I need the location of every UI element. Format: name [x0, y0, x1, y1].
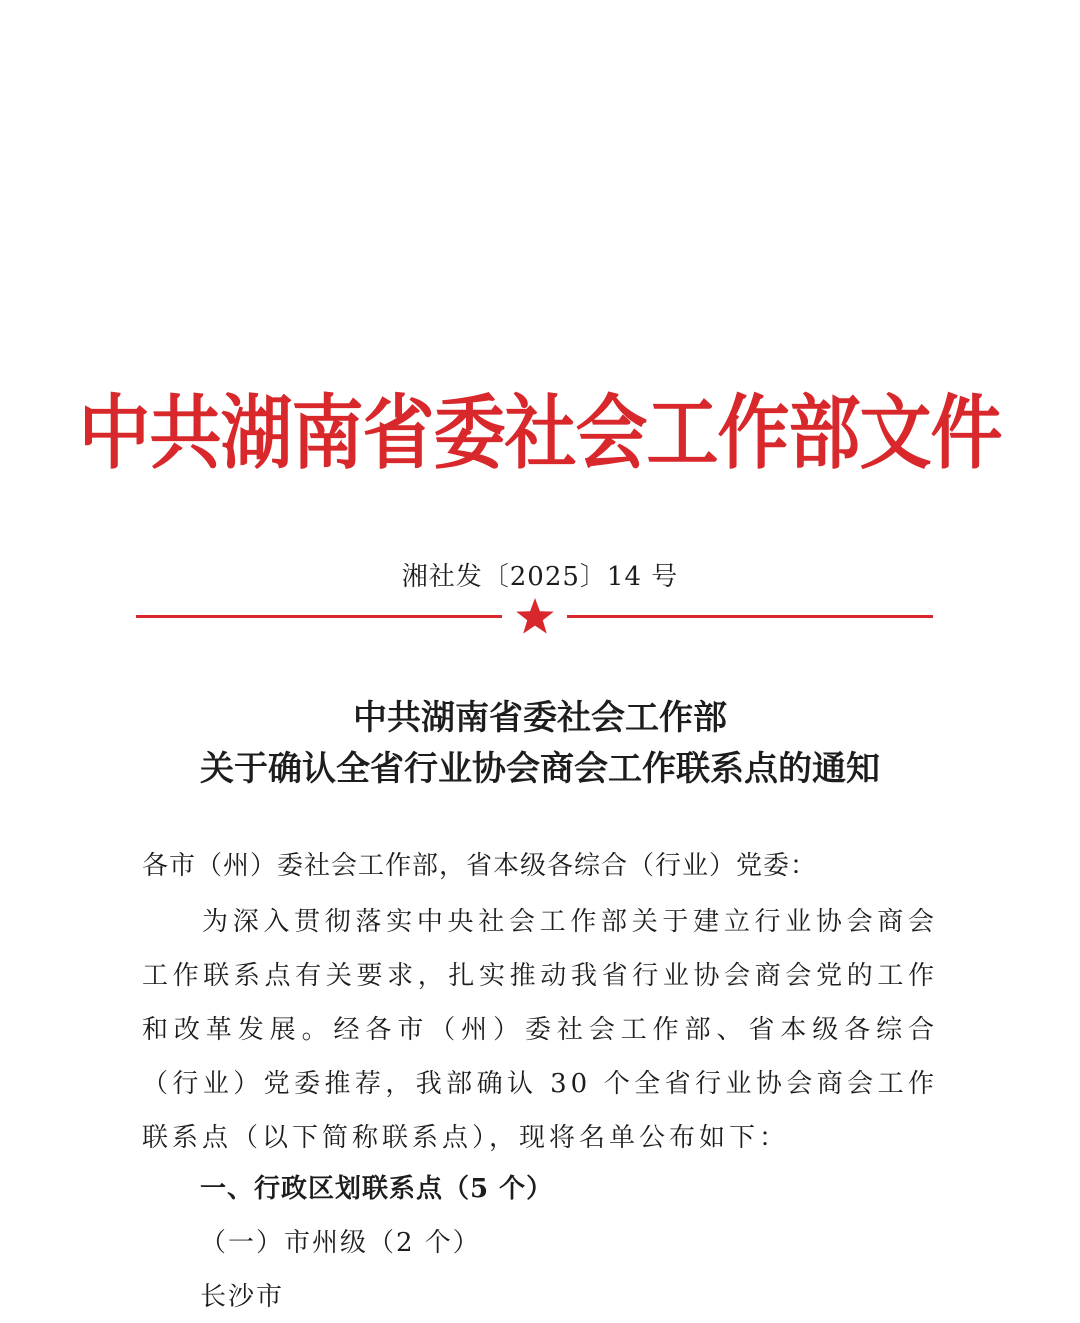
red-divider-right — [567, 615, 933, 618]
red-star-icon — [515, 596, 555, 636]
document-number: 湘社发〔2025〕14 号 — [401, 562, 679, 592]
salutation: 各市（州）委社会工作部，省本级各综合（行业）党委： — [142, 851, 818, 881]
list-item: 长沙市 — [200, 1282, 285, 1312]
document-masthead: 中共湖南省委社会工作部文件 — [78, 384, 1002, 480]
body-paragraph: 为深入贯彻落实中央社会工作部关于建立行业协会商会工作联系点有关要求，扎实推动我省行业协会商会党的工作和改革发展。经各市（州）委社会工作部、省本级各综合（行业）党委推荐，我部确认 30 个全省行业协会商会工作联系点（以下简称联系点），现将名单公布如下： — [142, 907, 938, 1153]
subsection-heading: （一）市州级（2 个） — [200, 1228, 481, 1258]
notice-title-line1: 中共湖南省委社会工作部 — [353, 698, 727, 738]
notice-title-line2: 关于确认全省行业协会商会工作联系点的通知 — [200, 749, 880, 789]
section-heading: 一、行政区划联系点（5 个） — [200, 1174, 554, 1204]
red-divider-left — [136, 615, 502, 618]
